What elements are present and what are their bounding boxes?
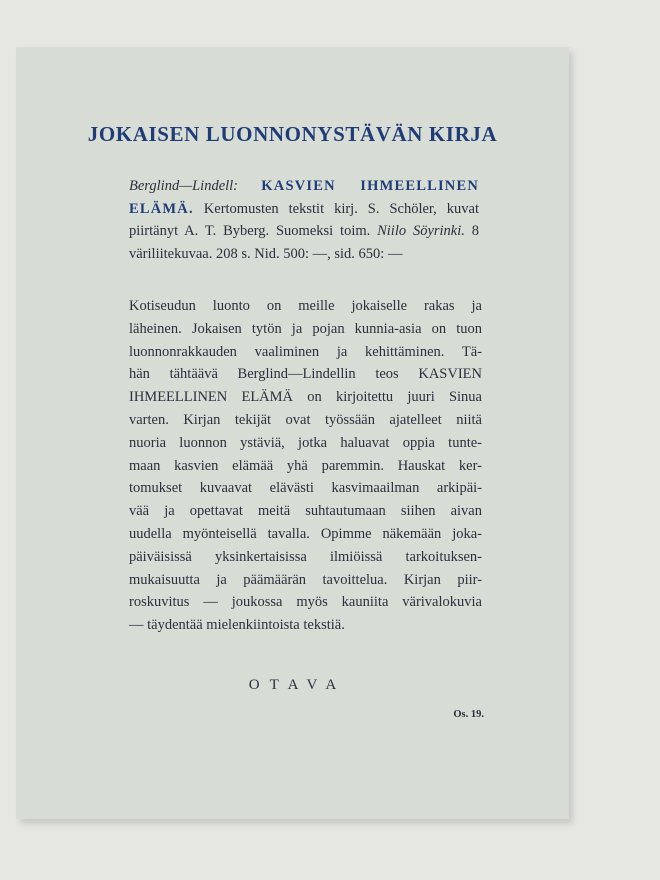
text-line: luonnonrakkauden vaaliminen ja kehittäminen. Tä- (129, 343, 482, 360)
text-line: nuoria luonnon ystäviä, jotka haluavat oppia tunte- (129, 434, 482, 451)
publisher-name: OTAVA (248, 677, 347, 693)
text-line: vää ja opettavat meitä suhtautumaan siihen aivan (129, 503, 482, 520)
book-details-2: 8 väriliitekuvaa. 208 s. Nid. 500: —, sid. 650: — (129, 223, 479, 262)
text-line: IHMEELLINEN ELÄMÄ on kirjoitettu juuri Sinua (129, 389, 482, 406)
catalog-code: Os. 19. (453, 709, 484, 720)
text-line: varten. Kirjan tekijät ovat työssään ajatelleet niitä (129, 411, 482, 428)
book-title: KASVIEN IHMEELLINEN ELÄMÄ. (129, 178, 479, 217)
page-title: JOKAISEN LUONNONYSTÄVÄN KIRJA (87, 122, 498, 146)
text-line: Kotiseudun luonto on meille jokaiselle rakas ja (129, 298, 482, 314)
book-back-cover (16, 47, 569, 819)
text-line: uudella myönteisellä tavalla. Opimme näkemään joka- (129, 525, 482, 542)
text-line: mukaisuutta ja päämäärän tavoittelua. Kirjan piir- (129, 571, 482, 588)
book-authors: Berglind—Lindell: (129, 178, 239, 194)
text-line: hän tähtäävä Berglind—Lindellin teos KASVIEN (129, 366, 482, 383)
text-line: maan kasvien elämää yhä paremmin. Hauskat ker- (129, 457, 482, 474)
book-editor: Niilo Söyrinki. (377, 223, 465, 239)
text-line: läheinen. Jokaisen tytön ja pojan kunnia-asia on tuon (129, 320, 482, 337)
text-line: tomukset kuvaavat elävästi kasvimaailman arkipäi- (129, 480, 482, 497)
description-paragraph (129, 295, 482, 637)
text-line: päiväisissä yksinkertaisissa ilmiöissä tarkoituksen- (129, 548, 482, 565)
book-entry (129, 175, 479, 265)
text-line: roskuvitus — joukossa myös kauniita värivalokuvia (129, 594, 482, 611)
book-details-1: Kertomusten tekstit kirj. S. Schöler, kuvat piirtänyt A. T. Byberg. Suomeksi toim. (129, 200, 479, 239)
text-line: — täydentää mielenkiintoista tekstiä. (129, 617, 345, 634)
